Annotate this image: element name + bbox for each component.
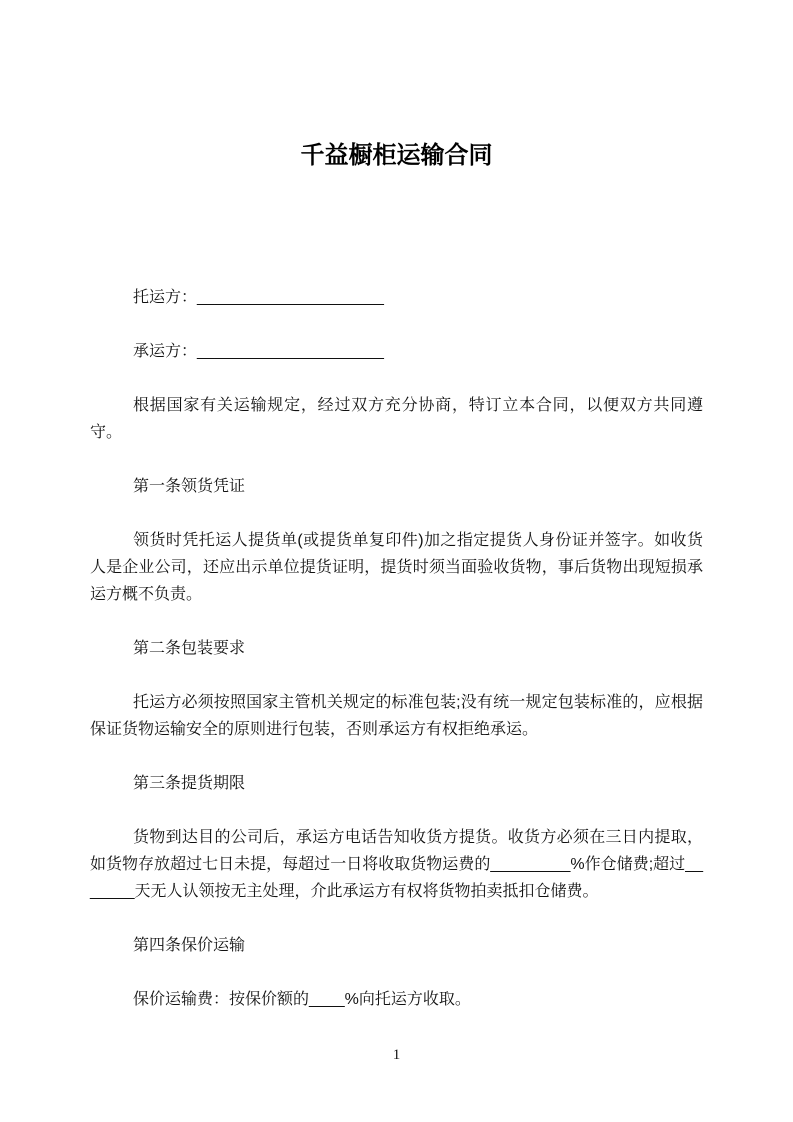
clause-3-heading: 第三条提货期限 [133,775,246,792]
clause-4-body: 保价运输费：按保价额的____%向托运方收取。 [133,991,471,1008]
clause-1-body: 领货时凭托运人提货单(或提货单复印件)加之指定提货人身份证并签字。如收货人是企业公司，还应出示单位提货证明，提货时须当面验收货物，事后货物出现短损承运方概不负责。 [90,532,703,603]
clause-2-body: 托运方必须按照国家主管机关规定的标准包装;没有统一规定包装标准的，应根据保证货物运输安全的原则进行包装，否则承运方有权拒绝承运。 [90,694,703,738]
page-number: 1 [392,1047,401,1063]
carrier-label: 承运方： [133,343,198,360]
carrier-line [90,338,703,365]
shipper-line [90,284,703,311]
clause-4-heading: 第四条保价运输 [133,937,246,954]
clause-1-heading: 第一条领货凭证 [133,478,246,495]
clause-3-body: 货物到达目的公司后，承运方电话告知收货方提货。收货方必须在三日内提取，如货物存放超过七日未提，每超过一日将收取货物运费的_________%作仓储费;超过_______天无人认领按无主处理，介此承运方有权将货物拍卖抵扣仓储费。 [90,829,703,900]
document-content [90,0,703,1013]
carrier-blank-field[interactable]: _____________________ [197,343,384,360]
clause-2-heading: 第二条包装要求 [133,640,246,657]
shipper-label: 托运方： [133,289,198,306]
preamble-paragraph: 根据国家有关运输规定，经过双方充分协商，特订立本合同，以便双方共同遵守。 [90,397,703,441]
document-title: 千益橱柜运输合同 [300,142,493,169]
shipper-blank-field[interactable]: _____________________ [197,289,384,306]
